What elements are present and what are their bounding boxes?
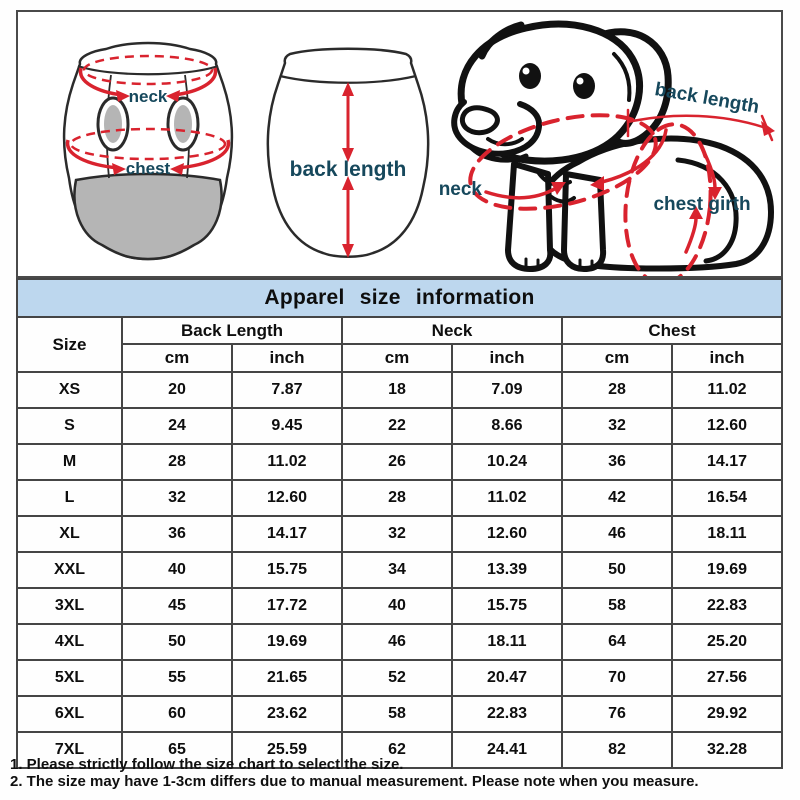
value-cell: 12.60 <box>232 480 342 516</box>
value-cell: 29.92 <box>672 696 782 732</box>
value-cell: 60 <box>122 696 232 732</box>
value-cell: 7.87 <box>232 372 342 408</box>
value-cell: 27.56 <box>672 660 782 696</box>
table-row <box>17 552 782 588</box>
value-cell: 25.59 <box>232 732 342 768</box>
size-table-body <box>17 372 782 768</box>
value-cell: 20 <box>122 372 232 408</box>
size-cell: 7XL <box>17 732 122 768</box>
value-cell: 52 <box>342 660 452 696</box>
size-cell: 4XL <box>17 624 122 660</box>
back-vest-illustration <box>268 49 428 258</box>
unit-header: cm <box>342 344 452 372</box>
value-cell: 28 <box>562 372 672 408</box>
value-cell: 11.02 <box>452 480 562 516</box>
size-cell: XS <box>17 372 122 408</box>
unit-header: cm <box>122 344 232 372</box>
value-cell: 25.20 <box>672 624 782 660</box>
size-cell: 3XL <box>17 588 122 624</box>
dog-back-length-label: back length <box>653 79 761 119</box>
dog-neck-label: neck <box>438 179 482 200</box>
value-cell: 23.62 <box>232 696 342 732</box>
footer-notes <box>10 756 795 790</box>
value-cell: 12.60 <box>452 516 562 552</box>
value-cell: 82 <box>562 732 672 768</box>
value-cell: 21.65 <box>232 660 342 696</box>
size-cell: XL <box>17 516 122 552</box>
front-neck-label: neck <box>128 87 168 106</box>
value-cell: 28 <box>342 480 452 516</box>
size-cell: S <box>17 408 122 444</box>
value-cell: 10.24 <box>452 444 562 480</box>
dog-illustration <box>439 24 775 276</box>
value-cell: 18.11 <box>452 624 562 660</box>
note-line: 2. The size may have 1-3cm differs due to manual measurement. Please note when you measure. <box>10 773 699 790</box>
value-cell: 7.09 <box>452 372 562 408</box>
front-chest-label: chest <box>125 159 171 178</box>
value-cell: 36 <box>562 444 672 480</box>
table-row <box>17 372 782 408</box>
table-row <box>17 696 782 732</box>
value-cell: 34 <box>342 552 452 588</box>
value-cell: 15.75 <box>452 588 562 624</box>
measurement-diagram-panel <box>16 10 783 278</box>
value-cell: 22 <box>342 408 452 444</box>
col-header-back-length: Back Length <box>122 317 342 344</box>
value-cell: 20.47 <box>452 660 562 696</box>
value-cell: 19.69 <box>672 552 782 588</box>
value-cell: 64 <box>562 624 672 660</box>
value-cell: 50 <box>562 552 672 588</box>
value-cell: 13.39 <box>452 552 562 588</box>
value-cell: 46 <box>342 624 452 660</box>
value-cell: 26 <box>342 444 452 480</box>
front-vest-illustration <box>64 43 232 259</box>
value-cell: 9.45 <box>232 408 342 444</box>
col-header-neck: Neck <box>342 317 562 344</box>
value-cell: 65 <box>122 732 232 768</box>
value-cell: 8.66 <box>452 408 562 444</box>
value-cell: 45 <box>122 588 232 624</box>
table-row <box>17 624 782 660</box>
value-cell: 32 <box>562 408 672 444</box>
note-line: 1. Please strictly follow the size chart to select the size. <box>10 756 404 773</box>
value-cell: 40 <box>122 552 232 588</box>
value-cell: 18 <box>342 372 452 408</box>
col-header-size: Size <box>17 317 122 372</box>
table-row <box>17 444 782 480</box>
value-cell: 11.02 <box>672 372 782 408</box>
size-cell: L <box>17 480 122 516</box>
col-header-chest: Chest <box>562 317 782 344</box>
table-row <box>17 408 782 444</box>
value-cell: 36 <box>122 516 232 552</box>
value-cell: 55 <box>122 660 232 696</box>
value-cell: 16.54 <box>672 480 782 516</box>
value-cell: 32 <box>122 480 232 516</box>
size-table-section <box>16 278 783 769</box>
value-cell: 17.72 <box>232 588 342 624</box>
measurement-diagram <box>18 12 781 276</box>
value-cell: 22.83 <box>672 588 782 624</box>
size-cell: XXL <box>17 552 122 588</box>
table-title: Apparel size information <box>17 279 782 317</box>
value-cell: 28 <box>122 444 232 480</box>
table-row <box>17 588 782 624</box>
value-cell: 14.17 <box>672 444 782 480</box>
value-cell: 46 <box>562 516 672 552</box>
unit-header: inch <box>232 344 342 372</box>
table-row <box>17 516 782 552</box>
value-cell: 11.02 <box>232 444 342 480</box>
value-cell: 76 <box>562 696 672 732</box>
back-length-label: back length <box>289 158 407 181</box>
size-cell: 6XL <box>17 696 122 732</box>
value-cell: 70 <box>562 660 672 696</box>
value-cell: 15.75 <box>232 552 342 588</box>
value-cell: 24.41 <box>452 732 562 768</box>
value-cell: 32.28 <box>672 732 782 768</box>
value-cell: 22.83 <box>452 696 562 732</box>
size-table <box>16 278 783 769</box>
unit-header: cm <box>562 344 672 372</box>
table-row <box>17 660 782 696</box>
value-cell: 32 <box>342 516 452 552</box>
value-cell: 58 <box>342 696 452 732</box>
value-cell: 19.69 <box>232 624 342 660</box>
value-cell: 58 <box>562 588 672 624</box>
size-cell: M <box>17 444 122 480</box>
value-cell: 12.60 <box>672 408 782 444</box>
value-cell: 62 <box>342 732 452 768</box>
dog-chest-girth-label: chest girth <box>653 194 751 215</box>
value-cell: 24 <box>122 408 232 444</box>
value-cell: 50 <box>122 624 232 660</box>
value-cell: 18.11 <box>672 516 782 552</box>
table-row <box>17 480 782 516</box>
value-cell: 42 <box>562 480 672 516</box>
size-cell: 5XL <box>17 660 122 696</box>
value-cell: 40 <box>342 588 452 624</box>
value-cell: 14.17 <box>232 516 342 552</box>
unit-header: inch <box>672 344 782 372</box>
unit-header: inch <box>452 344 562 372</box>
